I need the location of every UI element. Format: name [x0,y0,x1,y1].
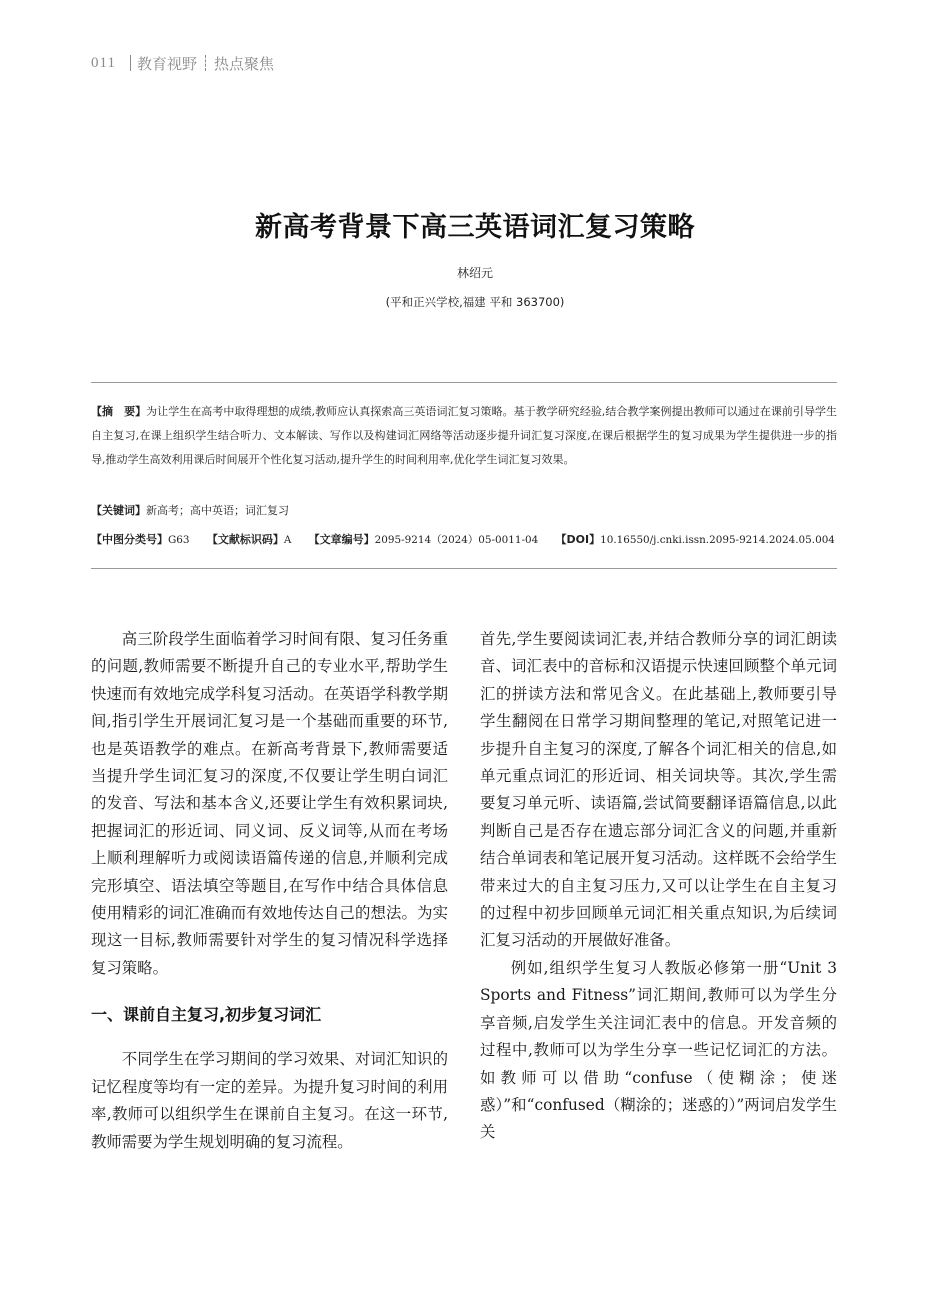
doi-label: 【DOI】 [555,533,601,546]
clc-label: 【中图分类号】 [91,533,168,546]
body-paragraph: 首先,学生要阅读词汇表,并结合教师分享的词汇朗读音、词汇表中的音标和汉语提示快速回顾整个单元词汇的拼读方法和常见含义。在此基础上,教师要引导学生翻阅在日常学习期间整理的笔记,对照笔记进一步提升自主复习的深度,了解各个词汇相关的信息,如单元重点词汇的形近词、相关词块等。其次,学生需要复习单元听、读语篇,尝试简要翻译语篇信息,以此判断自己是否存在遗忘部分词汇含义的问题,并重新结合单词表和笔记展开复习活动。这样既不会给学生带来过大的自主复习压力,又可以让学生在自主复习的过程中初步回顾单元词汇相关重点知识,为后续词汇复习活动的开展做好准备。 [480,630,837,950]
running-header [91,52,274,74]
body-paragraph: 高三阶段学生面临着学习时间有限、复习任务重的问题,教师需要不断提升自己的专业水平,帮助学生快速而有效地完成学科复习活动。在英语学科教学期间,指引学生开展词汇复习是一个基础而重要的环节,也是英语教学的难点。在新高考背景下,教师需要适当提升学生词汇复习的深度,不仅要让学生明白词汇的发音、写法和基本含义,还要让学生有效积累词块,把握词汇的形近词、同义词、反义词等,从而在考场上顺利理解听力或阅读语篇传递的信息,并顺利完成完形填空、语法填空等题目,在写作中结合具体信息使用精彩的词汇准确而有效地传达自己的想法。为实现这一目标,教师需要针对学生的复习情况科学选择复习策略。 [91,630,448,977]
body-column-right [480,626,837,1147]
abstract-label: 【摘 要】 [91,405,147,418]
clc-value: G63 [168,534,190,546]
author-name: 林绍元 [456,266,493,280]
keywords-text: 新高考；高中英语；词汇复习 [146,504,289,517]
journal-column: 热点聚焦 [213,54,274,73]
section-heading: 一、课前自主复习,初步复习词汇 [91,1005,322,1025]
doc-code-value: A [283,534,292,546]
bottom-rule [91,568,837,569]
classification-line [91,530,837,550]
article-no-value: 2095-9214（2024）05-0011-04 [374,534,539,546]
author-affiliation: (平和正兴学校,福建 平和 363700) [385,295,565,309]
body-paragraph: 例如,组织学生复习人教版必修第一册“Unit 3 Sports and Fitness”词汇期间,教师可以为学生分享音频,启发学生关注词汇表中的信息。开发音频的过程中,教师可以为学生分享一些记忆词汇的方法。如教师可以借助“confuse（使糊涂；使迷惑）”和“confused（糊涂的；迷惑的）”两词启发学生关 [480,958,837,1142]
article-title: 新高考背景下高三英语词汇复习策略 [255,212,695,243]
top-rule [91,382,837,383]
keywords-label: 【关键词】 [91,504,146,517]
article-no-label: 【文章编号】 [308,533,375,546]
doc-code-label: 【文献标识码】 [206,533,284,546]
doi-value: 10.16550/j.cnki.issn.2095-9214.2024.05.004 [600,534,835,546]
header-divider [130,55,131,71]
abstract-text: 为让学生在高考中取得理想的成绩,教师应认真探索高三英语词汇复习策略。基于教学研究经验,结合教学案例提出教师可以通过在课前引导学生自主复习,在课上组织学生结合听力、文本解读、写作以及构建词汇网络等活动逐步提升词汇复习深度,在课后根据学生的复习成果为学生提供进一步的指导,推动学生高效利用课后时间展开个性化复习活动,提升学生的时间利用率,优化学生词汇复习效果。 [91,405,837,466]
keywords [91,501,837,521]
body-column-left [91,626,448,1156]
journal-section: 教育视野 [136,54,197,73]
header-dashed-divider [205,55,206,71]
abstract [91,400,837,472]
page-number: 011 [91,54,116,71]
body-paragraph: 不同学生在学习期间的学习效果、对词汇知识的记忆程度等均有一定的差异。为提升复习时间的利用率,教师可以组织学生在课前自主复习。在这一环节,教师需要为学生规划明确的复习流程。 [91,1050,448,1151]
